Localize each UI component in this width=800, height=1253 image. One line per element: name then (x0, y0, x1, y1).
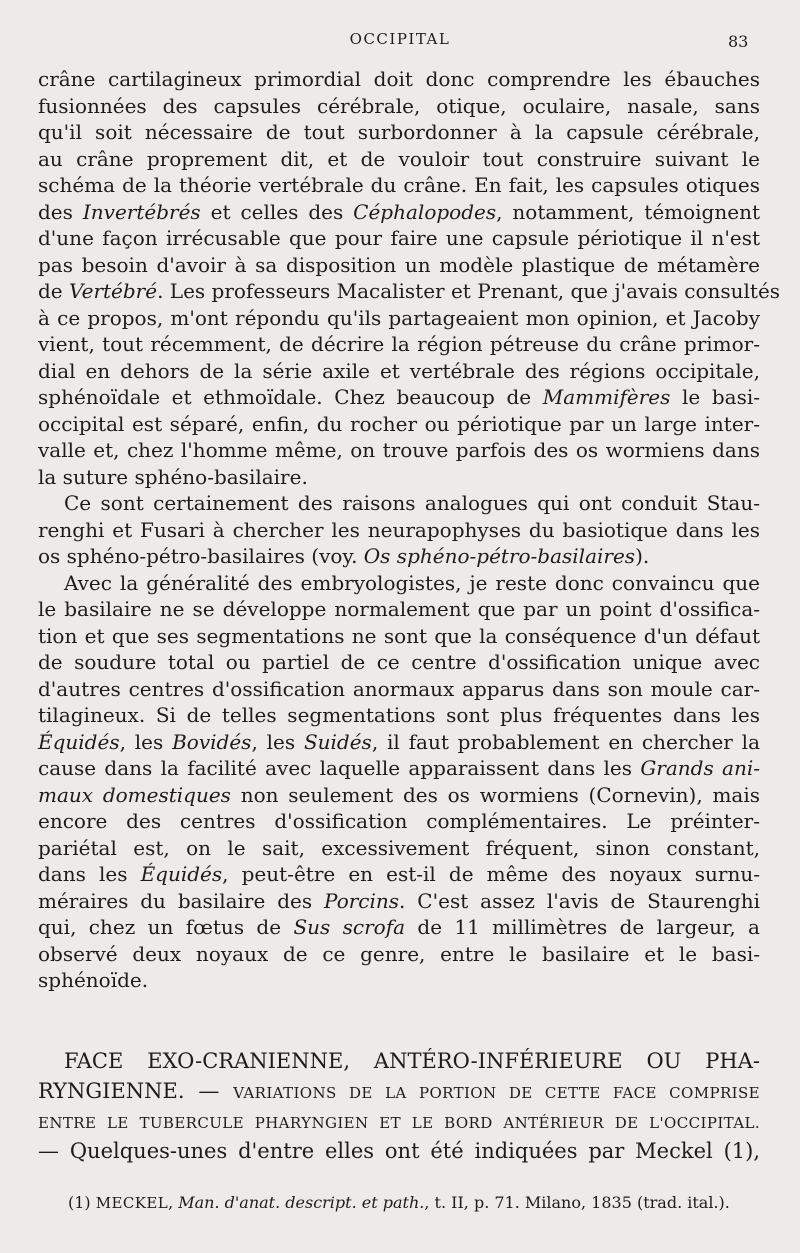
text-line: encore des centres d'ossification complémentaires. Le préinter- (38, 809, 760, 833)
text-line: de Vertébré. Les professeurs Macalister et Prenant, que j'avais consultés (38, 279, 781, 303)
text-line: occipital est séparé, enfin, du rocher ou périotique par un large inter- (38, 411, 760, 436)
text-line: au crâne proprement dit, et de vouloir tout construire suivant le (38, 146, 760, 171)
footnote-title: Man. d'anat. descript. et path. (178, 1193, 425, 1212)
footnote-marker: (1) (68, 1193, 91, 1212)
text-line: vient, tout récemment, de décrire la région pétreuse du crâne primor- (38, 332, 760, 356)
text-line: observé deux noyaux de ce genre, entre le basilaire et le basi- (38, 941, 760, 966)
text-line: qui, chez un fœtus de Sus scrofa de 11 millimètres de largeur, a (38, 915, 760, 939)
text-line: d'autres centres d'ossification anormaux apparus dans son moule car- (38, 676, 760, 701)
text-line: des Invertébrés et celles des Céphalopodes, notamment, témoignent (38, 199, 760, 224)
text-line: dans les Équidés, peut-être en est-il de même des noyaux surnu- (38, 862, 760, 886)
text-line: Équidés, les Bovidés, les Suidés, il faut probablement en chercher la (38, 729, 761, 754)
text-line: valle et, chez l'homme même, on trouve parfois des os wormiens dans (38, 438, 760, 462)
section-spacer (38, 994, 760, 1020)
text-line: tilagineux. Si de telles segmentations sont plus fréquentes dans les (38, 703, 760, 727)
section-heading-line: ENTRE LE TUBERCULE PHARYNGIEN ET LE BORD ANTÉRIEUR DE L'OCCIPITAL. (38, 1113, 760, 1132)
text-line: — Quelques-unes d'entre elles ont été indiquées par Meckel (1), (38, 1138, 760, 1163)
text-line: dial en dehors de la série axile et vertébrale des régions occipitale, (38, 358, 760, 383)
section-heading: FACE EXO-CRANIENNE, ANTÉRO-INFÉRIEURE OU PHA- (64, 1048, 760, 1073)
text-line: pas besoin d'avoir à sa disposition un modèle plastique de métamère (38, 252, 760, 277)
running-title: OCCIPITAL (349, 30, 451, 48)
footnote-author: MECKEL (95, 1194, 169, 1212)
text-line: méraires du basilaire des Porcins. C'est assez l'avis de Staurenghi (38, 888, 760, 913)
text-line: pariétal est, on le sait, excessivement fréquent, sinon constant, (38, 835, 760, 860)
text-line: à ce propos, m'ont répondu qu'ils partageaient mon opinion, et Jacoby (38, 305, 760, 330)
text-line: de soudure total ou partiel de ce centre d'ossification unique avec (38, 650, 760, 674)
text-line: d'une façon irrécusable que pour faire une capsule périotique il n'est (38, 226, 760, 250)
body-text (38, 66, 781, 1166)
text-line: renghi et Fusari à chercher les neurapophyses du basiotique dans les (38, 517, 760, 542)
footnote: (1) MECKEL, Man. d'anat. descript. et path., t. II, p. 71. Milano, 1835 (trad. ital.). (68, 1193, 730, 1212)
section-spacer (38, 1020, 760, 1046)
text-line: tion et que ses segmentations ne sont que la conséquence d'un défaut (38, 623, 760, 648)
text-line: Avec la généralité des embryologistes, je reste donc convaincu que (64, 570, 760, 595)
text-line: qu'il soit nécessaire de tout surbordonner à la capsule cérébrale, (38, 120, 760, 144)
text-line: sphénoïde. (38, 968, 149, 992)
text-line: fusionnées des capsules cérébrale, otique, oculaire, nasale, sans (38, 93, 760, 118)
text-line: le basilaire ne se développe normalement que par un point d'ossifica- (38, 597, 760, 621)
text-line: os sphéno-pétro-basilaires (voy. Os sphéno-pétro-basilaires). (38, 544, 650, 568)
section-heading-line: RYNGIENNE. — VARIATIONS DE LA PORTION DE CETTE FACE COMPRISE (38, 1078, 760, 1103)
text-line: Ce sont certainement des raisons analogues qui ont conduit Stau- (64, 491, 760, 515)
footnote-details: , t. II, p. 71. Milano, 1835 (trad. ital.). (424, 1193, 730, 1212)
page-number: 83 (728, 32, 749, 51)
text-line: maux domestiques non seulement des os wormiens (Cornevin), mais (38, 782, 760, 807)
text-line: la suture sphéno-basilaire. (38, 464, 308, 489)
text-line: cause dans la facilité avec laquelle apparaissent dans les Grands ani- (38, 756, 760, 780)
text-line: sphénoïdale et ethmoïdale. Chez beaucoup de Mammifères le basi- (38, 385, 761, 409)
text-line: crâne cartilagineux primordial doit donc comprendre les ébauches (38, 67, 760, 91)
text-line: schéma de la théorie vertébrale du crâne. En fait, les capsules otiques (38, 173, 760, 197)
